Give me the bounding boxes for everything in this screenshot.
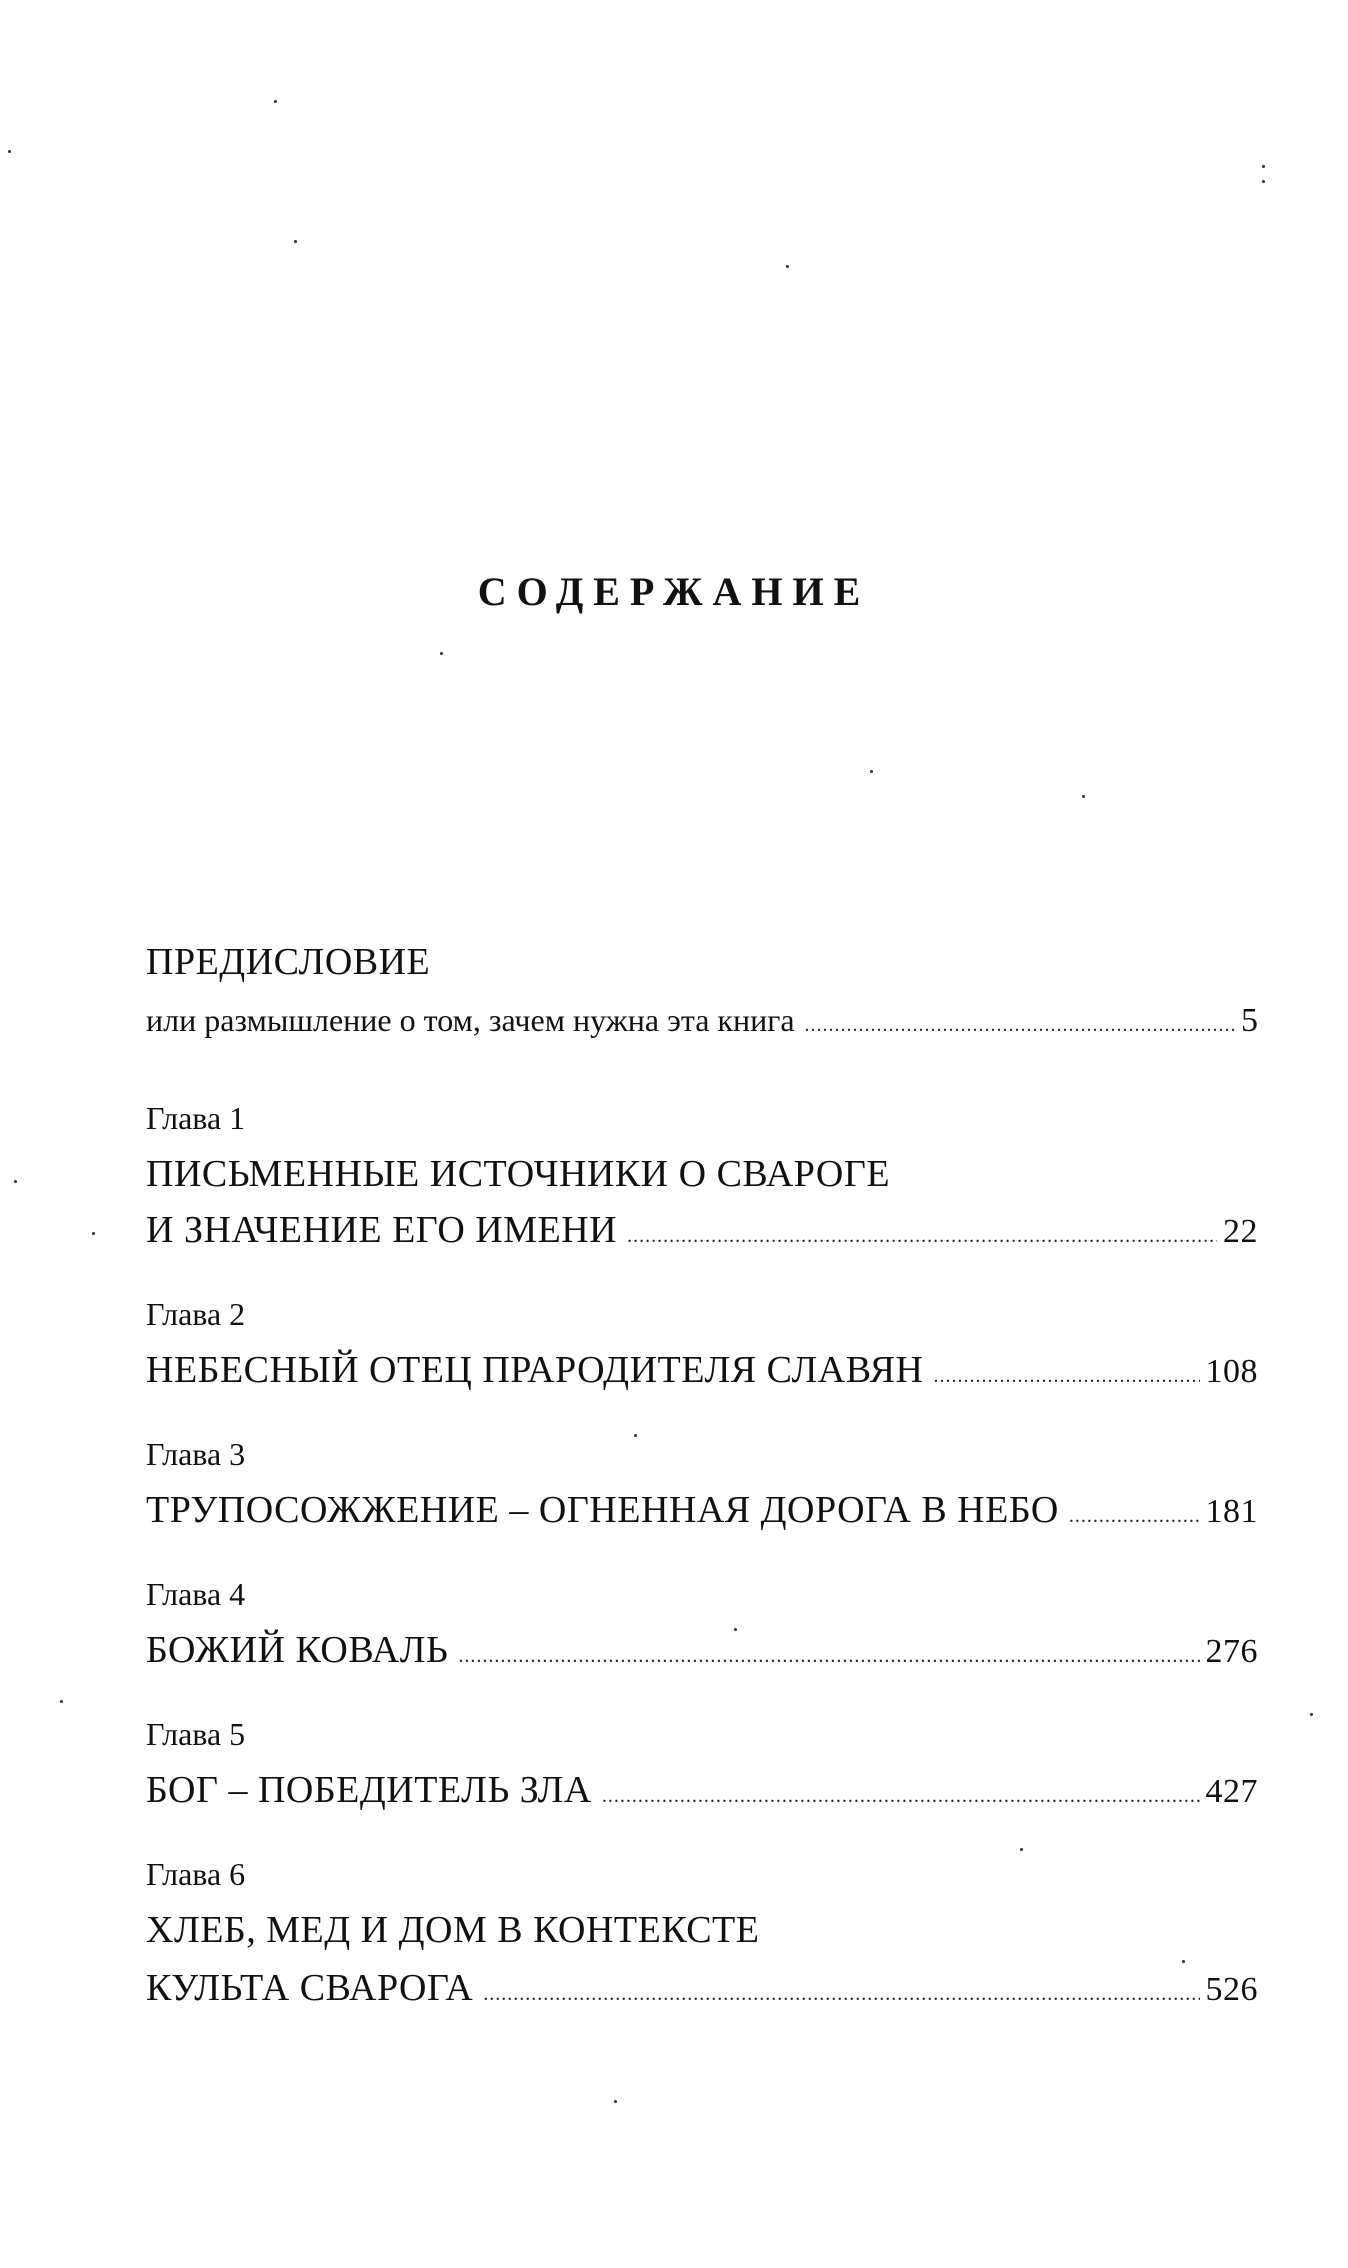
scan-speck	[92, 1232, 95, 1235]
chapter-label	[146, 1576, 1258, 1613]
toc-page-number: 276	[1205, 1633, 1258, 1670]
toc-entry-title: БОЖИЙ КОВАЛЬ	[146, 1629, 449, 1671]
toc-entry-title: БОГ – ПОБЕДИТЕЛЬ ЗЛА	[146, 1769, 592, 1811]
toc-page-number: 5	[1241, 1002, 1258, 1039]
chapter-label	[146, 1296, 1258, 1333]
chapter-label-text: Глава 5	[146, 1716, 246, 1752]
scan-speck	[1262, 165, 1265, 168]
toc-page-number: 526	[1205, 1971, 1258, 2008]
toc-entry-title: ПИСЬМЕННЫЕ ИСТОЧНИКИ О СВАРОГЕ	[146, 1153, 891, 1195]
dot-leader	[602, 1785, 1200, 1808]
chapter-label	[146, 1436, 1258, 1473]
chapter-label-text: Глава 4	[146, 1576, 246, 1612]
chapter-label-text: Глава 1	[146, 1100, 246, 1136]
dot-leader	[805, 1014, 1235, 1037]
toc-entry-title: ХЛЕБ, МЕД И ДОМ В КОНТЕКСТЕ	[146, 1909, 760, 1951]
page-title: СОДЕРЖАНИЕ	[477, 569, 871, 614]
toc-entry-title: И ЗНАЧЕНИЕ ЕГО ИМЕНИ	[146, 1209, 618, 1251]
toc-entry-chapter-5-line[interactable]	[146, 1768, 1258, 1812]
toc-page-number: 181	[1205, 1493, 1258, 1530]
toc-entry-chapter-1-line-1	[146, 1152, 1258, 1196]
scan-speck	[1262, 180, 1265, 183]
chapter-label-text: Глава 3	[146, 1436, 246, 1472]
scan-speck	[440, 652, 443, 655]
scan-speck	[294, 240, 297, 243]
scan-speck	[786, 265, 789, 268]
dot-leader	[483, 1983, 1199, 2006]
scan-speck	[1020, 1848, 1023, 1851]
scan-speck	[634, 1434, 637, 1437]
scan-speck	[870, 770, 873, 773]
chapter-label	[146, 1100, 1258, 1137]
toc-entry-title: ТРУПОСОЖЖЕНИЕ – ОГНЕННАЯ ДОРОГА В НЕБО	[146, 1489, 1059, 1531]
scan-speck	[734, 1628, 737, 1631]
scan-speck	[274, 100, 277, 103]
toc-entry-heading: ПРЕДИСЛОВИЕ	[146, 941, 431, 983]
scan-speck	[60, 1700, 63, 1703]
toc-entry-chapter-2-line[interactable]	[146, 1348, 1258, 1392]
chapter-label-text: Глава 6	[146, 1856, 246, 1892]
toc-page-number: 108	[1205, 1353, 1258, 1390]
dot-leader	[933, 1365, 1199, 1388]
scan-speck	[614, 2100, 617, 2103]
toc-entry-chapter-4-line[interactable]	[146, 1628, 1258, 1672]
toc-entry-chapter-3-line[interactable]	[146, 1488, 1258, 1532]
toc-entry-chapter-6-line-2[interactable]	[146, 1966, 1258, 2010]
scan-speck	[1182, 1960, 1185, 1963]
dot-leader	[1069, 1505, 1200, 1528]
toc-entry-title: или размышление о том, зачем нужна эта книга	[146, 1002, 795, 1038]
scan-speck	[14, 1180, 17, 1183]
toc-entry-chapter-1-line-2[interactable]	[146, 1208, 1258, 1252]
toc-entry-title: НЕБЕСНЫЙ ОТЕЦ ПРАРОДИТЕЛЯ СЛАВЯН	[146, 1349, 924, 1391]
toc-entry-preface-line[interactable]	[146, 1002, 1258, 1040]
toc-entry-preface-heading	[146, 940, 1258, 984]
chapter-label-text: Глава 2	[146, 1296, 246, 1332]
toc-page-number: 427	[1205, 1773, 1258, 1810]
dot-leader	[627, 1225, 1217, 1248]
scan-speck	[1082, 795, 1085, 798]
chapter-label	[146, 1716, 1258, 1753]
toc-entry-chapter-6-line-1	[146, 1908, 1258, 1952]
toc-page-number: 22	[1223, 1213, 1258, 1250]
scan-speck	[8, 150, 11, 153]
dot-leader	[458, 1645, 1199, 1668]
toc-entry-title: КУЛЬТА СВАРОГА	[146, 1967, 474, 2009]
chapter-label	[146, 1856, 1258, 1893]
scan-speck	[1310, 1713, 1313, 1716]
